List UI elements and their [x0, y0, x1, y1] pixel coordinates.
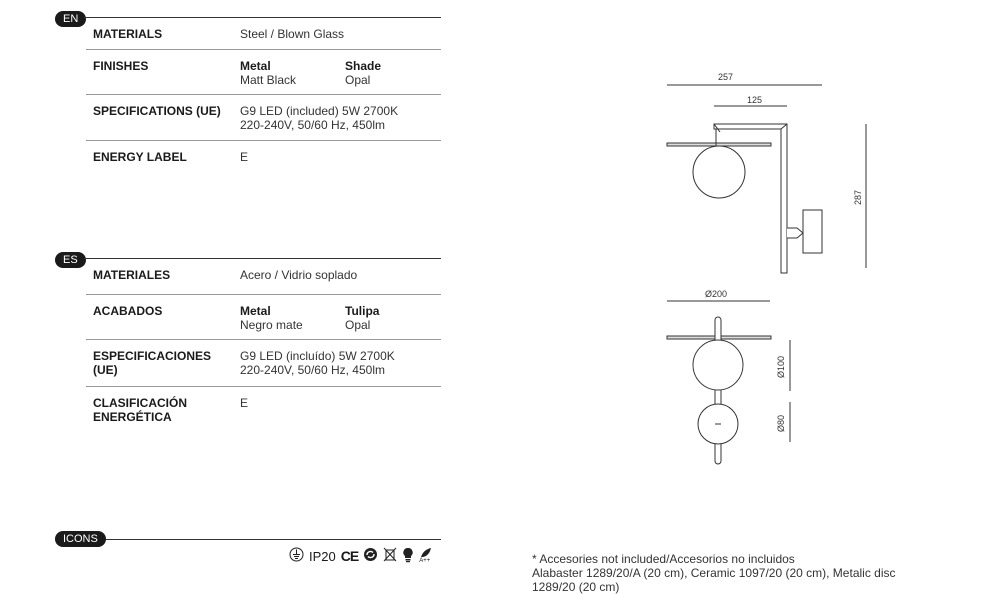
finish-shade-title: Shade [345, 59, 382, 73]
spec-line: 220-240V, 50/60 Hz, 450lm [240, 363, 385, 377]
dim-total-width-label: 257 [718, 72, 734, 82]
globe-side [693, 146, 745, 198]
ce-mark-icon: CE [340, 548, 359, 564]
dim-arm-label: 125 [747, 95, 763, 105]
section-tag-icons: ICONS [55, 531, 106, 547]
finish-metal-title: Metal [240, 59, 271, 73]
especificaciones-label-line: ESPECIFICACIONES [93, 349, 212, 363]
spec-line: 220-240V, 50/60 Hz, 450lm [240, 118, 385, 132]
finish-metal-value: Matt Black [240, 73, 297, 87]
clasificacion-value: E [240, 396, 249, 410]
ip-rating: IP20 [309, 548, 336, 564]
acabados-label: ACABADOS [93, 304, 163, 318]
acabado-tulipa-value: Opal [345, 318, 371, 332]
acabado-metal-title: Metal [240, 304, 271, 318]
materials-value: Steel / Blown Glass [240, 27, 345, 41]
especificaciones-label-line: (UE) [93, 363, 118, 377]
clasificacion-label-line: ENERGÉTICA [93, 410, 172, 424]
materials-label: MATERIALS [93, 27, 163, 41]
dim-globe-label: Ø100 [776, 355, 786, 378]
section-tag-es: ES [55, 252, 86, 268]
note-line: * Accesories not included/Accesorios no incluidos [532, 552, 795, 566]
dim-height-label: 287 [853, 189, 863, 205]
globe-front [693, 340, 743, 390]
accessories-note [532, 552, 952, 594]
finish-shade-value: Opal [345, 73, 371, 87]
materiales-label: MATERIALES [93, 268, 171, 282]
acabado-metal-value: Negro mate [240, 318, 303, 332]
note-line: Alabaster 1289/20/A (20 cm), Ceramic 1097/20 (20 cm), Metalic disc [532, 566, 896, 580]
dim-disc-label: Ø200 [705, 289, 728, 299]
spec-line: G9 LED (incluído) 5W 2700K [240, 349, 395, 363]
finishes-label: FINISHES [93, 59, 149, 73]
acabado-tulipa-title: Tulipa [345, 304, 380, 318]
energy-label: ENERGY LABEL [93, 150, 187, 164]
spec-line: G9 LED (included) 5W 2700K [240, 104, 399, 118]
clasificacion-label-line: CLASIFICACIÓN [93, 396, 187, 410]
materiales-value: Acero / Vidrio soplado [240, 268, 358, 282]
energy-value: E [240, 150, 249, 164]
section-tag-en: EN [55, 11, 86, 27]
note-line: 1289/20 (20 cm) [532, 580, 620, 594]
dim-base-label: Ø80 [776, 414, 786, 432]
energy-class-label: A++ [419, 558, 431, 564]
wall-base-side [803, 210, 822, 253]
specifications-label: SPECIFICATIONS (UE) [93, 104, 221, 118]
